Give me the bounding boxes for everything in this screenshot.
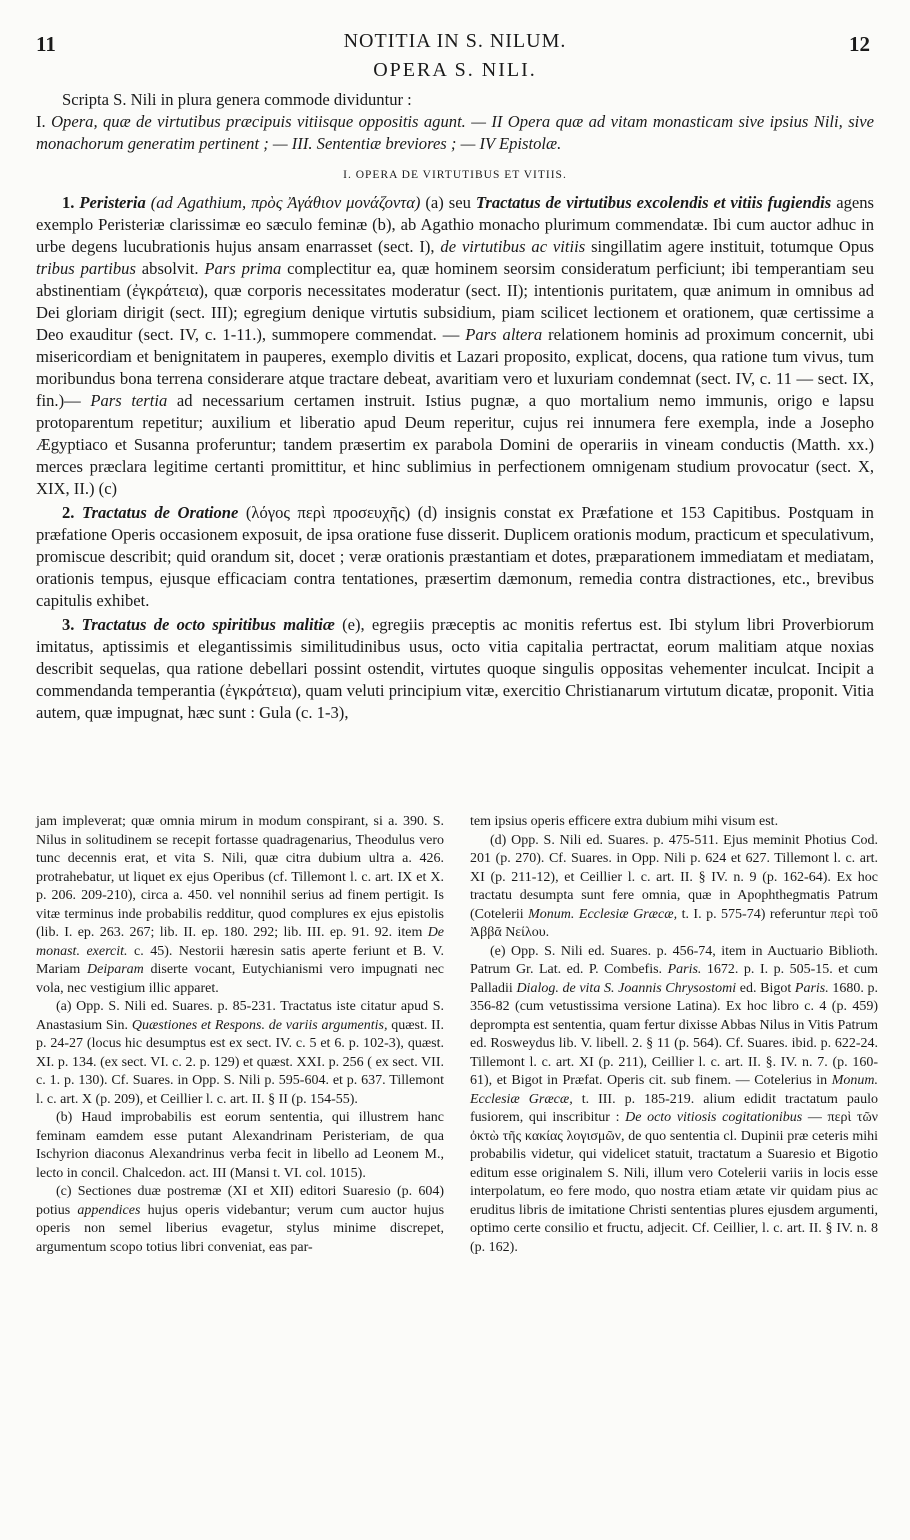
text-italic: Quæstiones et Respons. de variis argumentis, — [131, 1017, 388, 1033]
paragraph-2 — [36, 502, 874, 612]
work-title: Tractatus de Oratione — [81, 503, 239, 522]
text-run: 1672. p. I. p. 505-15. et cum Palladii — [470, 962, 879, 996]
text-run: (a) seu — [425, 193, 471, 212]
intro-num: I. — [36, 112, 46, 131]
footnotes-left-column — [36, 813, 444, 1257]
pars-altera: Pars altera — [465, 325, 543, 344]
text-run: complectitur ea, quæ hominem seorsim consideratum perficiunt; ibi temperantiam seu abstinentiam (ἐγκράτεια), quæ corporis necessitates moderatur (sect. II); intentionis puritatem, quæ animum in omnibus ad Dei gloriam dirigit (sect. III); egregium denique virtutis subsidium, piam scilicet lectionem et orationem, quæ certissime a Deo exauditur (sect. IV, c. 1-11.), summopere commendat. — — [36, 259, 874, 344]
paragraph-number: 3. — [62, 615, 75, 634]
text-italic: tribus partibus — [36, 259, 136, 278]
work-title: Peristeria — [79, 193, 146, 212]
main-text — [36, 89, 874, 724]
text-italic: Dialog. de vita S. Joannis Chrysostomi — [516, 980, 737, 996]
work-dedication: (ad Agathium, πρὸς Ἀγάθιον μονάζοντα) — [150, 193, 421, 212]
text-italic: Deiparam — [87, 962, 144, 977]
footnotes-right-column — [470, 813, 878, 1257]
text-run: diserte vocant, Eutychianismi vero impugnati nec vola, nec vestigium illic apparet. — [36, 962, 444, 996]
paragraph-number: 1. — [62, 193, 75, 212]
text-run: — περὶ τῶν ὀκτὼ τῆς κακίας λογισμῶν, de quo sententia cl. Dupinii præ ceteris mihi probabilis videtur, qui videlicet statuit, tractatum a Suaresio et Bigotio editum esse originalem S. Nili, illum vero Cotelerii variis in locis esse interpolatum, eo fere modo, quo nostra etiam ætate vir quidam pius ac eruditus libris de imitatione Christi sententias plures ejusdem argumenti, optimo certe consilio et fructu, adjecit. Cf. Ceillier, l. c. art. II. § IV. n. 8 (p. 162). — [470, 1110, 879, 1255]
footnote-d — [470, 832, 878, 943]
text-run: jam impleverat; quæ omnia mirum in modum conspirant, si a. 390. S. Nilus in solitudinem se recepit fortasse quadragenarius, Theodulus vero tunc decennis erat, et vita S. Nili, quæ citra dubium ultra a. 426. protrahebatur, ut liquet ex ejus Operibus (cf. Tillemont l. c. art. IX et X. p. 206. 209-210), circa a. 450. vel nonnihil serius ad finem pertigit. Is vitæ terminus inde probabilis redditur, quod complures ex ejus epistolis (lib. I. ep. 263. 267; lib. II. ep. 180. 292; lib. III. ep. 91. 92. item — [36, 814, 444, 940]
footnote-e — [470, 943, 878, 1258]
pars-prima: Pars prima — [204, 259, 282, 278]
text-run: t. III. p. 185-219. alium edidit tractatum paulo fusiorem, qui inscribitur : — [470, 1091, 878, 1125]
text-italic: Monum. Ecclesiæ Græcæ, — [528, 906, 678, 922]
text-italic: Paris. — [794, 980, 829, 996]
work-subtitle: Tractatus de virtutibus excolendis et vitiis fugiendis — [475, 193, 832, 212]
paragraph-3 — [36, 614, 874, 724]
text-run: hujus operis videbantur; verum cum auctor hujus operis non semel liberius evagetur, stylus minime discrepet, argumentum scopo totius libri conveniat, eas par- — [36, 1202, 445, 1255]
work-title: Tractatus de octo spiritibus malitiæ — [81, 615, 335, 634]
text-run: ed. Bigot — [739, 980, 792, 996]
text-run: (e) Opp. S. Nili ed. Suares. p. 456-74, item in Auctuario Biblioth. Patrum Gr. Lat. ed. P. Combefis. — [470, 943, 878, 977]
footnote-c — [36, 1183, 444, 1257]
intro-division — [36, 111, 874, 155]
text-run: c. 45). Nestorii hæresin satis aperte feriunt et B. V. Mariam — [36, 943, 445, 977]
text-run: t. I. p. 575-74) referuntur περὶ τοῦ Ἀββᾶ Νείλου. — [470, 906, 879, 940]
text-run: (d) Opp. S. Nili ed. Suares. p. 475-511. Ejus meminit Photius Cod. 201 (p. 270). Cf. Suares. in Opp. Nili p. 624 et 627. Tillemont l. c. art. XI (p. 211-12), et Ceillier l. c. art. II. § IV. n. 9 (p. 162-64). Ex hoc tractatu desumpta sunt fere omnia, quæ in Apophthegmatis Patrum (Cotelerii — [470, 832, 878, 922]
text-run: absolvit. — [141, 259, 199, 278]
text-run: (λόγος περὶ προσευχῆς) (d) insignis constat ex Præfatione et 153 Capitibus. Postquam in præfatione Operis occasionem exposuit, de ipsa oratione fuse disserit. Duplicem orationis modum, practicum et speculativum, promiscue describit; quid orandum sit, docet ; veræ orationis præstantiam et dotes, præparationem immediatam et mediatam, orationis tempus, ejusque efficaciam contra tentationes, præsertim dæmonum, remedia contra distractiones, etc., brevibus capitulis exhibet. — [36, 503, 874, 610]
page-number-left: 11 — [36, 32, 56, 56]
text-run: relationem hominis ad proximum concernit, ubi misericordiam et benignitatem in pauperes, exemplo divitis et Lazari proposito, explicat, docens, qua ratione tum vivus, tum moribundus bona terrena considerare atque tractare debeat, avaritiam vero et luxuriam condemnat (sect. IV, c. 11 — sect. IX, fin.)— — [36, 325, 874, 410]
intro-line: Scripta S. Nili in plura genera commode dividuntur : — [62, 90, 412, 109]
text-italic: appendices — [77, 1202, 141, 1218]
footnote-a — [36, 998, 444, 1109]
text-italic: de virtutibus ac vitiis — [440, 237, 586, 256]
intro-division-text: Opera, quæ de virtutibus præcipuis vitiisque oppositis agunt. — II Opera quæ ad vitam monasticam sive ipsius Nili, sive monachorum generatim pertinent ; — III. Sententiæ breviores ; — IV Epistolæ. — [36, 112, 874, 153]
text-run: (c) Sectiones duæ postremæ (XI et XII) editori Suaresio (p. 604) potius — [36, 1184, 444, 1218]
pars-tertia: Pars tertia — [90, 391, 168, 410]
section-heading: I. OPERA DE VIRTUTIBUS ET VITIIS. — [343, 169, 567, 181]
paragraph-1 — [36, 192, 874, 500]
footnote-continuation: tem ipsius operis efficere extra dubium mihi visum est. — [470, 814, 779, 829]
text-italic: De monast. exercit. — [36, 925, 445, 959]
text-run: (a) Opp. S. Nili ed. Suares. p. 85-231. Tractatus iste citatur apud S. Anastasium Sin. — [36, 999, 444, 1033]
page-number-right: 12 — [849, 32, 870, 56]
text-run: singillatim agere instituit, totumque Opus — [591, 237, 874, 256]
paragraph-number: 2. — [62, 503, 75, 522]
text-run: 1680. p. 356-82 (cum vetustissima versione Latina). Ex hoc libro c. 4 (p. 459) deprompta est sententia, quam fertur dixisse Abbas Nilus in Vitis Patrum ed. Rosweydus lib. V. libell. 2. § 11 (p. 564). Cf. Suares. ibid. p. 622-24. Tillemont l. c. art. XI (p. 211), Ceillier l. c. art. II. §. IV. n. 7. (p. 160-61), et Bigot in Præfat. Operis cit. sub finem. — Cotelerius in — [470, 980, 879, 1088]
footnote-b: (b) Haud improbabilis est eorum sententia, qui illustrem hanc feminam eamdem esse putant Alexandrinam Peristeriam, de qua Ischyrion diaconus Alexandrinus verba fecit in libello ad Leonem M., lecto in concil. Chalcedon. act. III (Mansi t. VI. col. 1015). — [36, 1110, 444, 1181]
text-run: quæst. II. p. 24-27 (locus hic desumptus est ex sect. IV. c. 5 et 6. p. 102-3), quæst. XI. p. 134. (ex sect. VI. c. 2. p. 129) et quæst. XXI. p. 256 ( ex sect. VII. c. 1. p. 130). Cf. Suares. in Opp. S. Nili p. 595-604. et p. 637. Tillemont l. c. art. X (p. 209), et Ceillier l. c. art. II. § II (p. 154-55). — [36, 1017, 444, 1107]
text-italic: Paris. — [667, 962, 702, 977]
text-run: ad necessarium certamen instruit. Istius pugnæ, a quo mortalium nemo immunis, origo e lapsu protoparentum repetitur; auxilium et liberatio apud Deum reperitur, cujus rei innumera fere exempla, inde a Josepho Ægyptiaco et Susanna proferuntur; tandem præsertim ex parabola Domini de operariis in vineam conductis (Matth. xx.) merces præclara legitime certanti promittitur, et hinc sublimius in perfectionem omnigenam studium provocatur (sect. X, XIX, II.) (c) — [36, 391, 875, 498]
text-italic: De octo vitiosis cogitationibus — [625, 1110, 803, 1125]
running-title: NOTITIA IN S. NILUM. — [343, 30, 567, 52]
text-run: agens exemplo Peristeriæ clarissimæ eo sæculo feminæ (b), ab Agathio monacho plurimum commendatæ. Ibi cum auctor adhuc in urbe degens lucubrationis hujus ansam enarrasset (sect. I), — [36, 193, 875, 256]
section-title: OPERA S. NILI. — [373, 59, 537, 81]
footnote-continuation — [36, 813, 444, 998]
text-run: (e), egregiis præceptis ac monitis refertus est. Ibi stylum libri Proverbiorum imitatus, aptissimis et elegantissimis similitudinibus usus, octo vitia capitalia pertractat, eorum malitiam atque noxias describit sequelas, qua ratione debellari possint ostendit, virtutes quoque singulis oppositas vehementer inculcat. Incipit a commendanda temperantia (ἐγκράτεια), quam veluti principium vitæ, exercitio Christianarum virtutum dicatæ, proponit. Vitia autem, quæ impugnat, hæc sunt : Gula (c. 1-3), — [36, 615, 875, 722]
text-italic: Monum. Ecclesiæ Græcæ, — [470, 1073, 878, 1107]
